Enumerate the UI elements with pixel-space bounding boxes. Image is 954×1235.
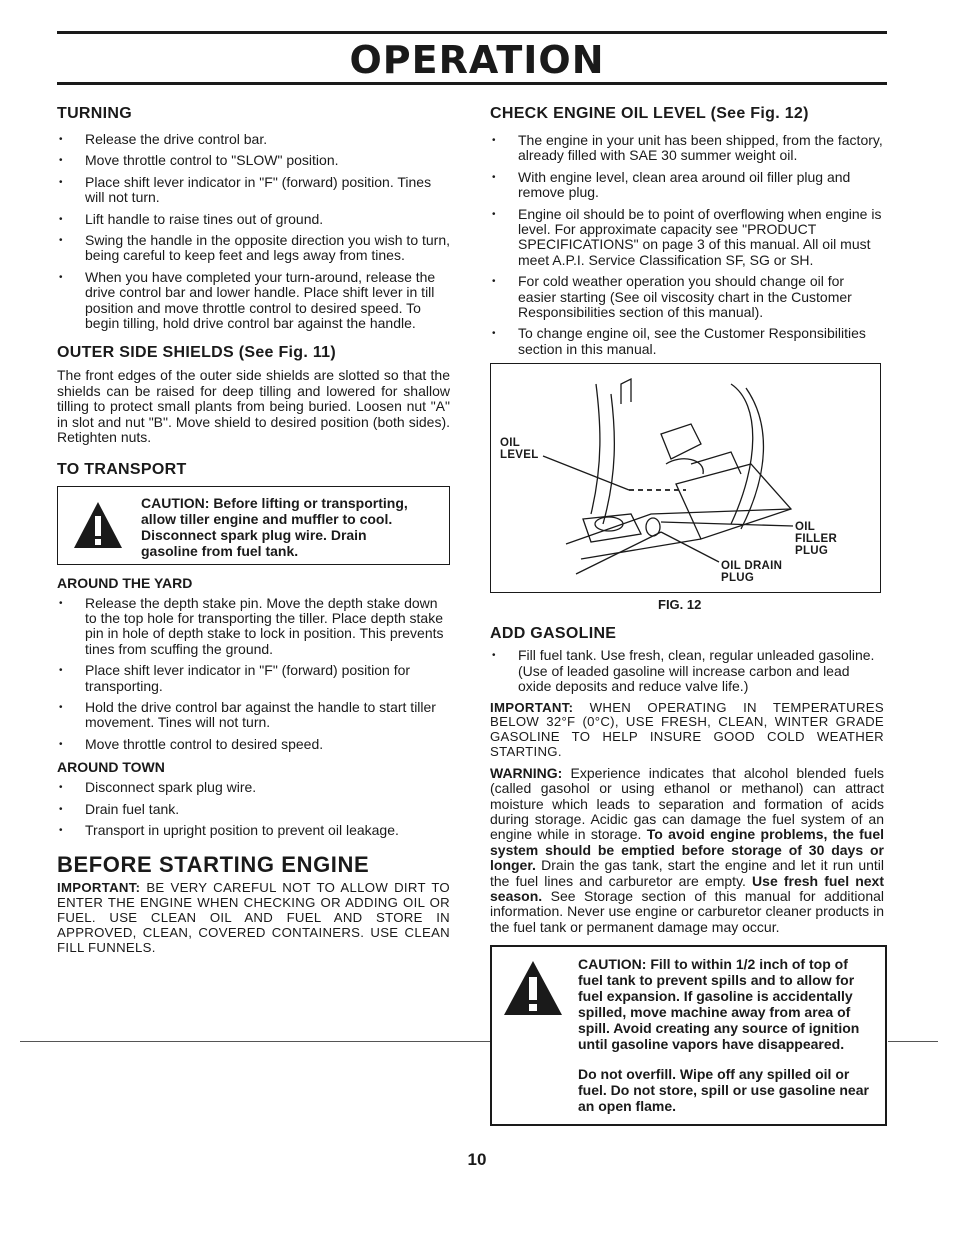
list-item: • Drain fuel tank. bbox=[57, 802, 450, 817]
figure-caption: FIG. 12 bbox=[658, 597, 702, 613]
warning-text: Drain the gas tank, start the engine and let it run until the fuel lines and carburetor are empty. bbox=[490, 857, 885, 889]
warning-text: See Storage section of this manual for additional information. Never use engine or carburetor cleaner products in the fuel tank or permanent damage may occur. bbox=[490, 887, 885, 935]
list-item: • Move throttle control to desired speed. bbox=[57, 737, 450, 752]
gasoline-important bbox=[490, 701, 884, 760]
list-item: • For cold weather operation you should change oil for easier starting (See oil viscosity chart in the Customer Responsibilities section of this manual). bbox=[490, 274, 884, 320]
warning-emphasis: Use fresh fuel next season. bbox=[490, 872, 884, 904]
list-item: • Release the drive control bar. bbox=[57, 132, 450, 147]
turning-heading: TURNING bbox=[57, 105, 132, 122]
oil-drain-plug-label bbox=[721, 560, 782, 584]
around-the-yard-list bbox=[57, 596, 450, 753]
turning-section bbox=[57, 104, 450, 331]
list-item: • Fill fuel tank. Use fresh, clean, regular unleaded gasoline. (Use of leaded gasoline will increase carbon and lead oxide deposits and reduce valve life.) bbox=[490, 648, 884, 694]
top-rule bbox=[57, 31, 887, 34]
turning-list bbox=[57, 132, 450, 331]
overfill-caution-text: Do not overfill. Wipe off any spilled oil or fuel. Do not store, spill or use gasoline near an open flame. bbox=[578, 1066, 869, 1115]
gasoline-caution-box bbox=[490, 945, 887, 1126]
oil-filler-label-line3: PLUG bbox=[795, 545, 829, 558]
to-transport-section bbox=[57, 460, 450, 839]
before-starting-important bbox=[57, 881, 450, 955]
to-transport-heading: TO TRANSPORT bbox=[57, 460, 187, 478]
before-starting-section bbox=[57, 852, 450, 955]
list-item: • Engine oil should be to point of overflowing when engine is level. For approximate capacity see "PRODUCT SPECIFICATIONS" on page 3 of this manual. All oil must meet A.P.I. Service Classification SF, SG or SH. bbox=[490, 207, 884, 269]
list-item: • Place shift lever indicator in "F" (forward) position. Tines will not turn. bbox=[57, 175, 450, 206]
around-town-heading: AROUND TOWN bbox=[57, 759, 165, 776]
list-item: • To change engine oil, see the Customer Responsibilities section in this manual. bbox=[490, 326, 884, 357]
list-item: • Swing the handle in the opposite direction you wish to turn, being careful to keep feet and legs away from tines. bbox=[57, 233, 450, 264]
list-item: • Hold the drive control bar against the handle to start tiller movement. Tines will not turn. bbox=[57, 700, 450, 731]
important-text: WHEN OPERATING IN TEMPERATURES BELOW 32°F (0°C), USE FRESH, CLEAN, WINTER GRADE GASOLINE TO HELP INSURE GOOD COLD WEATHER STARTING. bbox=[490, 699, 884, 759]
around-town-list bbox=[57, 780, 450, 838]
check-oil-section bbox=[490, 104, 884, 357]
outer-side-shields-text: The front edges of the outer side shields are slotted so that the shields can be raised for deep tilling and lowered for shallow tilling to protect small plants from being buried. Loosen nut "A" in slot and nut "B". Move shield to desired position (both sides). Retighten nuts. bbox=[57, 367, 450, 446]
around-the-yard-heading: AROUND THE YARD bbox=[57, 574, 193, 591]
before-starting-heading: BEFORE STARTING ENGINE bbox=[57, 852, 370, 878]
right-column bbox=[490, 104, 884, 1126]
title-rule bbox=[57, 82, 887, 85]
warning-text: Experience indicates that alcohol blended fuels (called gasohol or using ethanol or methanol) can attract moisture which leads to separation and formation of acids during storage. Acidic gas can damage the fuel system of an engine while in storage. bbox=[490, 764, 884, 843]
gasoline-caution-text: CAUTION: Fill to within 1/2 inch of top of fuel tank to prevent spills and to allow for fuel expansion. If gasoline is accidentally spilled, move machine away from area of spill. Avoid creating any source of ignition until gasoline vapors have disappeared. bbox=[578, 956, 860, 1053]
warning-icon bbox=[502, 959, 564, 1017]
check-oil-list bbox=[490, 133, 884, 357]
check-oil-heading: CHECK ENGINE OIL LEVEL (See Fig. 12) bbox=[490, 105, 809, 122]
oil-drain-label-line2: PLUG bbox=[721, 572, 755, 585]
list-item: • Disconnect spark plug wire. bbox=[57, 780, 450, 795]
page-number: 10 bbox=[467, 1150, 487, 1169]
oil-level-label-line2: LEVEL bbox=[500, 449, 539, 462]
gasoline-warning bbox=[490, 766, 884, 935]
warning-icon bbox=[72, 500, 124, 550]
transport-caution-text: CAUTION: Before lifting or transporting, allow tiller engine and muffler to cool. Disconnect spark plug wire. Drain gasoline from fuel tank. bbox=[141, 494, 408, 559]
list-item: • Release the depth stake pin. Move the depth stake down to the top hole for transporting the tiller. Place depth stake pin in hole of depth stake to lock in position. This prevents tines from scuffing the ground. bbox=[57, 596, 450, 658]
outer-side-shields-heading: OUTER SIDE SHIELDS (See Fig. 11) bbox=[57, 344, 336, 362]
left-column bbox=[57, 104, 450, 955]
important-text: BE VERY CAREFUL NOT TO ALLOW DIRT TO ENTER THE ENGINE WHEN CHECKING OR ADDING OIL OR FUEL. USE CLEAN OIL AND FUEL AND STORE IN APPROVED, CLEAN, COVERED CONTAINERS. USE CLEAN FILL FUNNELS. bbox=[57, 880, 450, 955]
oil-level-label-line1: OIL bbox=[500, 437, 521, 450]
oil-filler-label-line1: OIL bbox=[795, 521, 816, 534]
figure-12-box bbox=[490, 363, 881, 593]
list-item: • Transport in upright position to prevent oil leakage. bbox=[57, 823, 450, 838]
list-item: • With engine level, clean area around oil filler plug and remove plug. bbox=[490, 170, 884, 201]
oil-level-label bbox=[500, 437, 539, 461]
add-gasoline-section bbox=[490, 624, 884, 1126]
transport-caution-box bbox=[57, 486, 450, 565]
add-gasoline-list bbox=[490, 648, 884, 694]
oil-filler-label-line2: FILLER bbox=[795, 533, 838, 546]
add-gasoline-heading: ADD GASOLINE bbox=[490, 625, 617, 643]
page-divider bbox=[888, 1041, 938, 1042]
important-label: IMPORTANT: bbox=[490, 699, 574, 715]
page-divider bbox=[20, 1041, 490, 1042]
oil-drain-label-line1: OIL DRAIN bbox=[721, 560, 783, 573]
page-title: OPERATION bbox=[349, 38, 605, 82]
list-item: • The engine in your unit has been shipped, from the factory, already filled with SAE 30 summer weight oil. bbox=[490, 133, 884, 164]
warning-emphasis: To avoid engine problems, the fuel system should be emptied before storage of 30 days or longer. bbox=[490, 826, 884, 874]
important-label: IMPORTANT: bbox=[57, 880, 141, 896]
outer-side-shields-section bbox=[57, 343, 450, 445]
list-item: • Move throttle control to "SLOW" position. bbox=[57, 153, 450, 168]
list-item: • Place shift lever indicator in "F" (forward) position for transporting. bbox=[57, 663, 450, 694]
warning-label: WARNING: bbox=[490, 764, 563, 781]
list-item: • When you have completed your turn-around, release the drive control bar and lower handle. Place shift lever in till position and move throttle control to desired speed. To begin tilling, hold drive control bar against the handle. bbox=[57, 270, 450, 332]
oil-filler-plug-label bbox=[795, 521, 837, 557]
list-item: • Lift handle to raise tines out of ground. bbox=[57, 212, 450, 227]
